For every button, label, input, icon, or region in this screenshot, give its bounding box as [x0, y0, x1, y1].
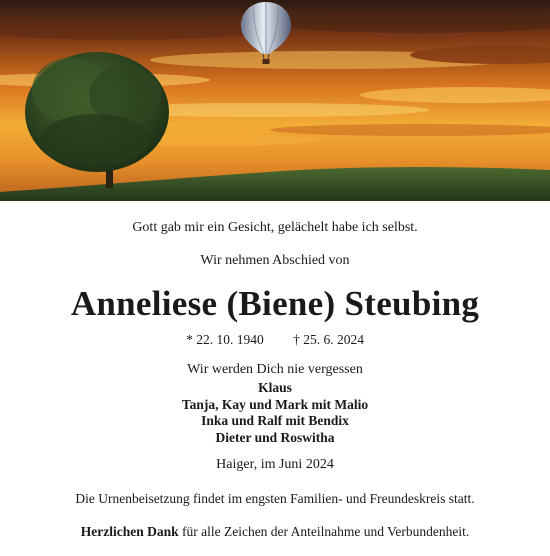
farewell-line: Wir nehmen Abschied von [200, 253, 350, 268]
sunset-landscape [0, 0, 550, 201]
birth-date: * 22. 10. 1940 [186, 332, 264, 347]
thanks-line [0, 524, 550, 540]
motto: Gott gab mir ein Gesicht, gelächelt habe ich selbst. [132, 220, 418, 235]
thanks-bold: Herzlichen Dank [80, 524, 179, 539]
mourners-list [0, 380, 550, 446]
mourner-entry: Dieter und Roswitha [215, 429, 335, 445]
mourner-entry: Klaus [258, 380, 292, 395]
death-date: † 25. 6. 2024 [293, 332, 364, 347]
place-date: Haiger, im Juni 2024 [216, 457, 334, 472]
life-dates [0, 332, 550, 348]
burial-notice: Die Urnenbeisetzung findet im engsten Familien- und Freundeskreis statt. [75, 491, 475, 506]
deceased-name: Anneliese (Biene) Steubing [70, 284, 480, 323]
header-image [0, 0, 550, 201]
obituary-text [0, 201, 550, 556]
mourner-entry: Tanja, Kay und Mark mit Malio [181, 396, 369, 412]
thanks-rest: für alle Zeichen der Anteilnahme und Verbundenheit. [178, 524, 470, 539]
mourner-entry: Inka und Ralf mit Bendix [201, 413, 349, 428]
never-forget-line: Wir werden Dich nie vergessen [187, 362, 363, 377]
